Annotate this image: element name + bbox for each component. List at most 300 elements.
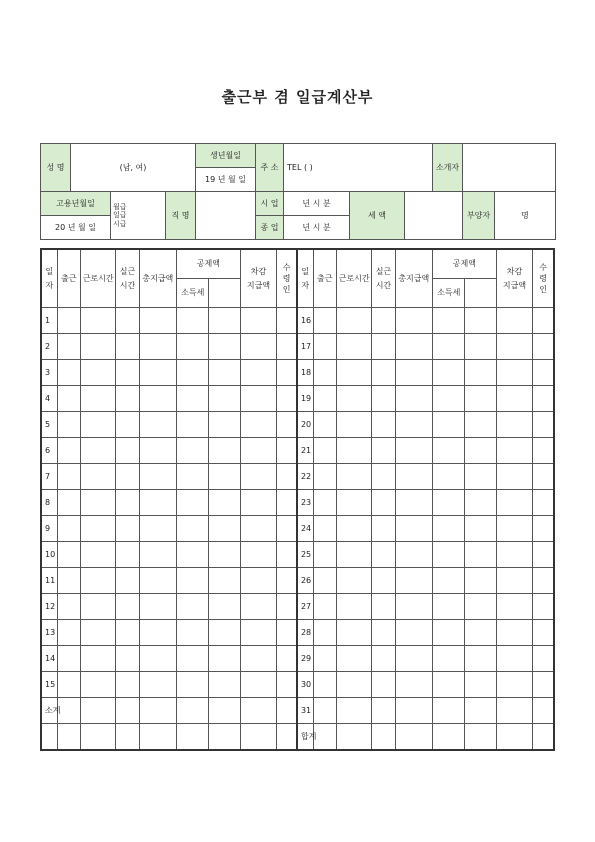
entry-cell[interactable] xyxy=(116,308,139,334)
entry-cell[interactable] xyxy=(177,724,209,751)
entry-cell[interactable] xyxy=(277,386,297,412)
day-number-right: 26 xyxy=(297,568,313,594)
entry-cell[interactable] xyxy=(496,334,532,360)
entry-cell[interactable] xyxy=(372,360,395,386)
entry-cell[interactable] xyxy=(496,568,532,594)
entry-cell[interactable] xyxy=(80,438,115,464)
entry-cell[interactable] xyxy=(277,594,297,620)
entry-cell[interactable] xyxy=(57,724,80,751)
entry-cell[interactable] xyxy=(277,438,297,464)
entry-cell[interactable] xyxy=(139,438,176,464)
entry-cell[interactable] xyxy=(209,360,240,386)
entry-cell[interactable] xyxy=(277,672,297,698)
entry-cell[interactable] xyxy=(209,464,240,490)
entry-cell[interactable] xyxy=(177,516,209,542)
entry-cell[interactable] xyxy=(372,672,395,698)
entry-cell[interactable] xyxy=(240,438,276,464)
entry-cell[interactable] xyxy=(139,672,176,698)
entry-cell[interactable] xyxy=(533,542,554,568)
entry-cell[interactable] xyxy=(433,568,465,594)
entry-cell[interactable] xyxy=(277,724,297,751)
entry-cell[interactable] xyxy=(116,412,139,438)
entry-cell[interactable] xyxy=(277,620,297,646)
entry-cell[interactable] xyxy=(57,334,80,360)
entry-cell[interactable] xyxy=(395,516,432,542)
entry-cell[interactable] xyxy=(533,360,554,386)
entry-cell[interactable] xyxy=(313,568,336,594)
entry-cell[interactable] xyxy=(116,516,139,542)
entry-cell[interactable] xyxy=(57,386,80,412)
entry-cell[interactable] xyxy=(395,490,432,516)
entry-cell[interactable] xyxy=(336,464,371,490)
entry-cell[interactable] xyxy=(209,698,240,724)
entry-cell[interactable] xyxy=(116,542,139,568)
entry-cell[interactable] xyxy=(80,308,115,334)
entry-cell[interactable] xyxy=(277,568,297,594)
entry-cell[interactable] xyxy=(116,360,139,386)
entry-cell[interactable] xyxy=(139,490,176,516)
position-field[interactable] xyxy=(196,192,256,240)
entry-cell[interactable] xyxy=(496,620,532,646)
entry-cell[interactable] xyxy=(433,438,465,464)
entry-cell[interactable] xyxy=(533,334,554,360)
entry-cell[interactable] xyxy=(465,594,496,620)
entry-cell[interactable] xyxy=(496,464,532,490)
entry-cell[interactable] xyxy=(277,698,297,724)
entry-cell[interactable] xyxy=(116,334,139,360)
day-number-left: 11 xyxy=(41,568,57,594)
entry-cell[interactable] xyxy=(465,334,496,360)
entry-cell[interactable] xyxy=(209,386,240,412)
entry-cell[interactable] xyxy=(57,438,80,464)
entry-cell[interactable] xyxy=(313,672,336,698)
entry-cell[interactable] xyxy=(240,386,276,412)
entry-cell[interactable] xyxy=(336,620,371,646)
entry-cell[interactable] xyxy=(372,620,395,646)
entry-cell[interactable] xyxy=(313,620,336,646)
entry-cell[interactable] xyxy=(395,646,432,672)
entry-cell[interactable] xyxy=(139,698,176,724)
entry-cell[interactable] xyxy=(116,438,139,464)
entry-cell[interactable] xyxy=(395,594,432,620)
day-number-right: 18 xyxy=(297,360,313,386)
entry-cell[interactable] xyxy=(139,620,176,646)
attendance-table xyxy=(40,248,555,751)
entry-cell[interactable] xyxy=(395,412,432,438)
entry-cell[interactable] xyxy=(57,698,80,724)
entry-cell[interactable] xyxy=(209,672,240,698)
tax-field[interactable] xyxy=(405,192,463,240)
entry-cell[interactable] xyxy=(372,698,395,724)
entry-cell[interactable] xyxy=(336,308,371,334)
entry-cell[interactable] xyxy=(139,646,176,672)
entry-cell[interactable] xyxy=(240,334,276,360)
entry-cell[interactable] xyxy=(533,672,554,698)
entry-cell[interactable] xyxy=(433,308,465,334)
entry-cell[interactable] xyxy=(433,386,465,412)
entry-cell[interactable] xyxy=(465,464,496,490)
entry-cell[interactable] xyxy=(465,438,496,464)
name-field[interactable] xyxy=(71,144,196,192)
entry-cell[interactable] xyxy=(395,360,432,386)
entry-cell[interactable] xyxy=(313,698,336,724)
entry-cell[interactable] xyxy=(533,724,554,751)
entry-cell[interactable] xyxy=(209,516,240,542)
entry-cell[interactable] xyxy=(496,412,532,438)
entry-cell[interactable] xyxy=(336,360,371,386)
entry-cell[interactable] xyxy=(277,490,297,516)
entry-cell[interactable] xyxy=(313,594,336,620)
entry-cell[interactable] xyxy=(372,646,395,672)
entry-cell[interactable] xyxy=(57,542,80,568)
entry-cell[interactable] xyxy=(533,568,554,594)
day-number-right: 31 xyxy=(297,698,313,724)
entry-cell[interactable] xyxy=(80,672,115,698)
entry-cell[interactable] xyxy=(313,646,336,672)
entry-cell[interactable] xyxy=(177,594,209,620)
entry-cell[interactable] xyxy=(336,698,371,724)
entry-cell[interactable] xyxy=(177,490,209,516)
entry-cell[interactable] xyxy=(372,516,395,542)
entry-cell[interactable] xyxy=(116,646,139,672)
entry-cell[interactable] xyxy=(240,568,276,594)
entry-cell[interactable] xyxy=(465,490,496,516)
entry-cell[interactable] xyxy=(465,542,496,568)
entry-cell[interactable] xyxy=(496,386,532,412)
entry-cell[interactable] xyxy=(433,672,465,698)
entry-cell[interactable] xyxy=(80,516,115,542)
col-work-hours: 근로시간 xyxy=(80,249,115,308)
day-number-left: 10 xyxy=(41,542,57,568)
day-number-left: 6 xyxy=(41,438,57,464)
entry-cell[interactable] xyxy=(240,594,276,620)
entry-cell[interactable] xyxy=(395,698,432,724)
entry-cell[interactable] xyxy=(240,464,276,490)
entry-cell[interactable] xyxy=(177,386,209,412)
entry-cell[interactable] xyxy=(313,464,336,490)
entry-cell[interactable] xyxy=(395,386,432,412)
entry-cell[interactable] xyxy=(533,698,554,724)
entry-cell[interactable] xyxy=(533,464,554,490)
entry-cell[interactable] xyxy=(433,334,465,360)
entry-cell[interactable] xyxy=(496,308,532,334)
entry-cell[interactable] xyxy=(465,724,496,751)
entry-cell[interactable] xyxy=(57,594,80,620)
entry-cell[interactable] xyxy=(433,724,465,751)
entry-cell[interactable] xyxy=(177,334,209,360)
entry-cell[interactable] xyxy=(116,490,139,516)
entry-cell[interactable] xyxy=(240,620,276,646)
entry-cell[interactable] xyxy=(80,412,115,438)
entry-cell[interactable] xyxy=(177,438,209,464)
entry-cell[interactable] xyxy=(80,594,115,620)
entry-cell[interactable] xyxy=(433,516,465,542)
entry-cell[interactable] xyxy=(372,412,395,438)
entry-cell[interactable] xyxy=(433,542,465,568)
entry-cell[interactable] xyxy=(80,490,115,516)
entry-cell[interactable] xyxy=(57,568,80,594)
entry-cell[interactable] xyxy=(139,568,176,594)
entry-cell[interactable] xyxy=(139,724,176,751)
entry-cell[interactable] xyxy=(496,724,532,751)
entry-cell[interactable] xyxy=(80,360,115,386)
entry-cell[interactable] xyxy=(80,698,115,724)
entry-cell[interactable] xyxy=(139,542,176,568)
entry-cell[interactable] xyxy=(336,334,371,360)
entry-cell[interactable] xyxy=(209,620,240,646)
start-label: 시 업 xyxy=(256,192,284,216)
end-value[interactable]: 년 시 분 xyxy=(284,216,350,240)
entry-cell[interactable] xyxy=(139,464,176,490)
entry-cell[interactable] xyxy=(465,646,496,672)
entry-cell[interactable] xyxy=(80,542,115,568)
entry-cell[interactable] xyxy=(313,516,336,542)
entry-cell[interactable] xyxy=(336,672,371,698)
entry-cell[interactable] xyxy=(465,568,496,594)
entry-cell[interactable] xyxy=(116,464,139,490)
entry-cell[interactable] xyxy=(139,308,176,334)
entry-cell[interactable] xyxy=(177,620,209,646)
entry-cell[interactable] xyxy=(240,698,276,724)
entry-cell[interactable] xyxy=(372,308,395,334)
entry-cell[interactable] xyxy=(209,334,240,360)
entry-cell[interactable] xyxy=(395,620,432,646)
day-number-left: 7 xyxy=(41,464,57,490)
entry-cell[interactable] xyxy=(336,386,371,412)
entry-cell[interactable] xyxy=(533,594,554,620)
entry-cell[interactable] xyxy=(139,516,176,542)
entry-cell[interactable] xyxy=(336,542,371,568)
dependent-field[interactable] xyxy=(495,192,556,240)
table-row xyxy=(41,412,554,438)
entry-cell[interactable] xyxy=(209,646,240,672)
wage-type-cell[interactable] xyxy=(111,192,166,240)
entry-cell[interactable] xyxy=(313,386,336,412)
entry-cell[interactable] xyxy=(496,542,532,568)
entry-cell[interactable] xyxy=(116,386,139,412)
entry-cell[interactable] xyxy=(395,672,432,698)
entry-cell[interactable] xyxy=(209,594,240,620)
entry-cell[interactable] xyxy=(116,698,139,724)
entry-cell[interactable] xyxy=(395,464,432,490)
entry-cell[interactable] xyxy=(433,412,465,438)
entry-cell[interactable] xyxy=(395,308,432,334)
entry-cell[interactable] xyxy=(465,620,496,646)
entry-cell[interactable] xyxy=(372,542,395,568)
entry-cell[interactable] xyxy=(433,490,465,516)
entry-cell[interactable] xyxy=(57,464,80,490)
entry-cell[interactable] xyxy=(139,334,176,360)
entry-cell[interactable] xyxy=(177,542,209,568)
entry-cell[interactable] xyxy=(336,516,371,542)
entry-cell[interactable] xyxy=(139,412,176,438)
entry-cell[interactable] xyxy=(496,516,532,542)
entry-cell[interactable] xyxy=(372,724,395,751)
entry-cell[interactable] xyxy=(240,490,276,516)
entry-cell[interactable] xyxy=(116,620,139,646)
entry-cell[interactable] xyxy=(496,490,532,516)
entry-cell[interactable] xyxy=(277,542,297,568)
entry-cell[interactable] xyxy=(240,516,276,542)
entry-cell[interactable] xyxy=(139,594,176,620)
day-number-right: 21 xyxy=(297,438,313,464)
entry-cell[interactable] xyxy=(277,334,297,360)
entry-cell[interactable] xyxy=(533,490,554,516)
entry-cell[interactable] xyxy=(533,620,554,646)
entry-cell[interactable] xyxy=(139,360,176,386)
entry-cell[interactable] xyxy=(496,594,532,620)
entry-cell[interactable] xyxy=(57,672,80,698)
entry-cell[interactable] xyxy=(116,594,139,620)
entry-cell[interactable] xyxy=(116,672,139,698)
entry-cell[interactable] xyxy=(313,490,336,516)
entry-cell[interactable] xyxy=(433,594,465,620)
referrer-field[interactable] xyxy=(463,144,556,192)
entry-cell[interactable] xyxy=(57,412,80,438)
entry-cell[interactable] xyxy=(240,412,276,438)
entry-cell[interactable] xyxy=(372,334,395,360)
entry-cell[interactable] xyxy=(336,724,371,751)
entry-cell[interactable] xyxy=(177,646,209,672)
col-deduction: 공제액 xyxy=(177,249,241,279)
entry-cell[interactable] xyxy=(433,646,465,672)
entry-cell[interactable] xyxy=(177,360,209,386)
entry-cell[interactable] xyxy=(80,724,115,751)
entry-cell[interactable] xyxy=(57,516,80,542)
entry-cell[interactable] xyxy=(177,698,209,724)
entry-cell[interactable] xyxy=(465,386,496,412)
entry-cell[interactable] xyxy=(465,672,496,698)
entry-cell[interactable] xyxy=(277,412,297,438)
entry-cell[interactable] xyxy=(395,542,432,568)
entry-cell[interactable] xyxy=(533,438,554,464)
entry-cell[interactable] xyxy=(277,464,297,490)
entry-cell[interactable] xyxy=(372,594,395,620)
entry-cell[interactable] xyxy=(277,308,297,334)
entry-cell[interactable] xyxy=(433,464,465,490)
entry-cell[interactable] xyxy=(116,724,139,751)
entry-cell[interactable] xyxy=(336,490,371,516)
entry-cell[interactable] xyxy=(240,308,276,334)
entry-cell[interactable] xyxy=(313,412,336,438)
col-receipt-right: 수 령 인 xyxy=(533,249,554,308)
entry-cell[interactable] xyxy=(277,646,297,672)
entry-cell[interactable] xyxy=(209,724,240,751)
entry-cell[interactable] xyxy=(465,698,496,724)
entry-cell[interactable] xyxy=(496,646,532,672)
entry-cell[interactable] xyxy=(313,542,336,568)
entry-cell[interactable] xyxy=(533,386,554,412)
entry-cell[interactable] xyxy=(496,672,532,698)
entry-cell[interactable] xyxy=(57,360,80,386)
entry-cell[interactable] xyxy=(336,646,371,672)
entry-cell[interactable] xyxy=(277,360,297,386)
entry-cell[interactable] xyxy=(433,698,465,724)
entry-cell[interactable] xyxy=(372,386,395,412)
entry-cell[interactable] xyxy=(372,438,395,464)
entry-cell[interactable] xyxy=(209,412,240,438)
entry-cell[interactable] xyxy=(80,334,115,360)
entry-cell[interactable] xyxy=(177,672,209,698)
address-field[interactable] xyxy=(284,144,433,192)
entry-cell[interactable] xyxy=(465,516,496,542)
entry-cell[interactable] xyxy=(177,464,209,490)
entry-cell[interactable] xyxy=(533,412,554,438)
start-value[interactable]: 년 시 분 xyxy=(284,192,350,216)
entry-cell[interactable] xyxy=(336,412,371,438)
day-number-left: 13 xyxy=(41,620,57,646)
entry-cell[interactable] xyxy=(177,412,209,438)
entry-cell[interactable] xyxy=(313,308,336,334)
entry-cell[interactable] xyxy=(496,360,532,386)
entry-cell[interactable] xyxy=(80,568,115,594)
entry-cell[interactable] xyxy=(533,516,554,542)
day-number-left: 4 xyxy=(41,386,57,412)
entry-cell[interactable] xyxy=(336,568,371,594)
entry-cell[interactable] xyxy=(80,464,115,490)
entry-cell[interactable] xyxy=(209,308,240,334)
entry-cell[interactable] xyxy=(372,490,395,516)
entry-cell[interactable] xyxy=(395,334,432,360)
entry-cell[interactable] xyxy=(240,646,276,672)
entry-cell[interactable] xyxy=(209,490,240,516)
entry-cell[interactable] xyxy=(209,568,240,594)
entry-cell[interactable] xyxy=(209,542,240,568)
entry-cell[interactable] xyxy=(496,438,532,464)
entry-cell[interactable] xyxy=(209,438,240,464)
entry-cell[interactable] xyxy=(80,386,115,412)
entry-cell[interactable] xyxy=(116,568,139,594)
entry-cell[interactable] xyxy=(240,360,276,386)
entry-cell[interactable] xyxy=(465,412,496,438)
entry-cell[interactable] xyxy=(313,438,336,464)
entry-cell[interactable] xyxy=(465,308,496,334)
entry-cell[interactable] xyxy=(395,724,432,751)
entry-cell[interactable] xyxy=(240,724,276,751)
entry-cell[interactable] xyxy=(277,516,297,542)
entry-cell[interactable] xyxy=(139,386,176,412)
entry-cell[interactable] xyxy=(80,646,115,672)
entry-cell[interactable] xyxy=(313,360,336,386)
entry-cell[interactable] xyxy=(57,308,80,334)
entry-cell[interactable] xyxy=(57,620,80,646)
entry-cell[interactable] xyxy=(372,464,395,490)
entry-cell[interactable] xyxy=(336,438,371,464)
entry-cell[interactable] xyxy=(240,672,276,698)
entry-cell[interactable] xyxy=(336,594,371,620)
entry-cell[interactable] xyxy=(395,438,432,464)
entry-cell[interactable] xyxy=(372,568,395,594)
entry-cell[interactable] xyxy=(313,724,336,751)
entry-cell[interactable] xyxy=(496,698,532,724)
entry-cell[interactable] xyxy=(177,308,209,334)
entry-cell[interactable] xyxy=(57,490,80,516)
birth-value[interactable]: 19 년 월 일 xyxy=(196,168,256,192)
entry-cell[interactable] xyxy=(395,568,432,594)
entry-cell[interactable] xyxy=(313,334,336,360)
entry-cell[interactable] xyxy=(465,360,496,386)
entry-cell[interactable] xyxy=(57,646,80,672)
entry-cell[interactable] xyxy=(433,620,465,646)
col-income-tax: 소득세 xyxy=(177,279,209,308)
entry-cell[interactable] xyxy=(533,646,554,672)
entry-cell[interactable] xyxy=(177,568,209,594)
entry-cell[interactable] xyxy=(80,620,115,646)
entry-cell[interactable] xyxy=(533,308,554,334)
entry-cell[interactable] xyxy=(240,542,276,568)
hire-date-value[interactable]: 20 년 월 일 xyxy=(41,216,111,240)
entry-cell[interactable] xyxy=(433,360,465,386)
